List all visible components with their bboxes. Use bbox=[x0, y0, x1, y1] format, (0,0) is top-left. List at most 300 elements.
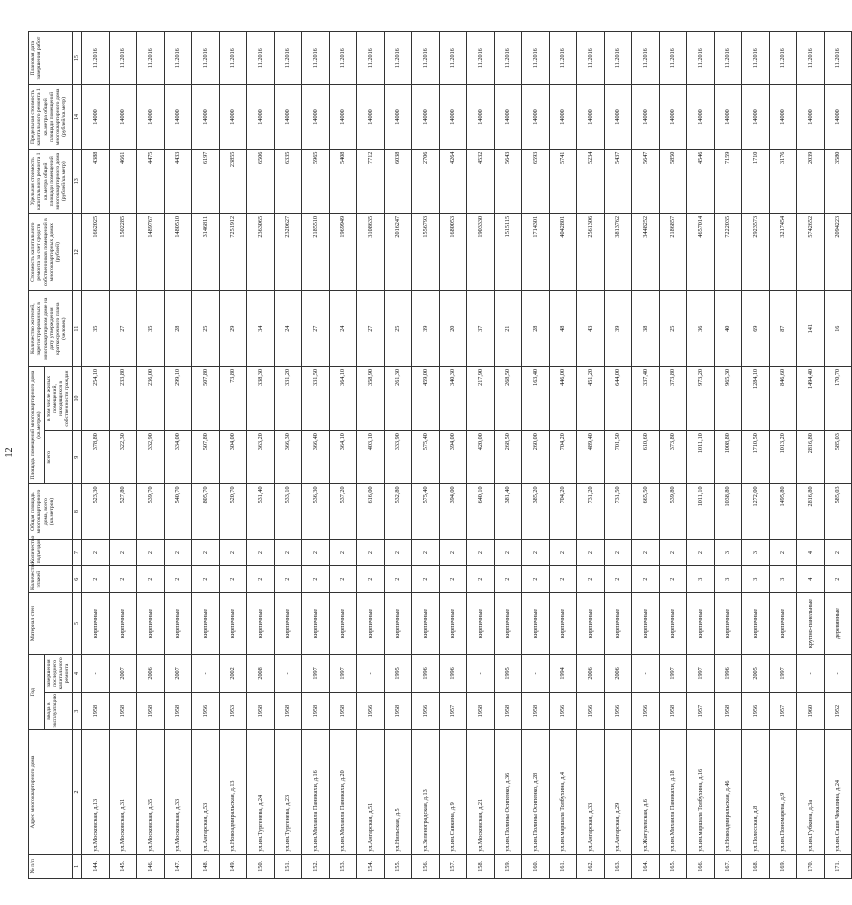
deadline-cell: 11.2016 bbox=[467, 32, 495, 85]
floors-cell: 3 bbox=[769, 566, 797, 593]
entrances-cell: 2 bbox=[274, 539, 302, 566]
header-premises-residential: в том числе жилых помещений, находящихся в собственности граждан bbox=[44, 366, 72, 430]
premises-area-cell: 373,80 bbox=[659, 431, 687, 484]
table-row bbox=[164, 32, 192, 879]
premises-area-cell: 260,00 bbox=[522, 431, 550, 484]
deadline-cell: 11.2016 bbox=[659, 32, 687, 85]
deadline-cell: 11.2016 bbox=[522, 32, 550, 85]
repair-cost-cell: 1903330 bbox=[467, 213, 495, 291]
repair-cost-cell: 1515115 bbox=[494, 213, 522, 291]
address-cell: ул.Московская, д.13 bbox=[82, 730, 110, 854]
repair-cost-cell: 4657014 bbox=[687, 213, 715, 291]
specific-cost-cell: 3580 bbox=[824, 149, 852, 213]
wall-material-cell: кирпичные bbox=[467, 593, 495, 655]
header-limit-cost: Предельная стоимость капитального ремонта 1 кв.метра общей площади помещений многоквартирного дома (рублей/кв.метр) bbox=[29, 85, 73, 149]
wall-material-cell: кирпичные bbox=[219, 593, 247, 655]
residential-area-cell: 338,30 bbox=[247, 366, 275, 430]
total-area-cell: 704,20 bbox=[549, 484, 577, 539]
floors-cell: 2 bbox=[357, 566, 385, 593]
entrances-cell: 2 bbox=[384, 539, 412, 566]
wall-material-cell: кирпичные bbox=[632, 593, 660, 655]
deadline-cell: 11.2016 bbox=[769, 32, 797, 85]
premises-area-cell: 366,40 bbox=[302, 431, 330, 484]
residents-cell: 24 bbox=[329, 291, 357, 366]
column-number: 1 bbox=[72, 854, 82, 878]
residents-cell: 36 bbox=[687, 291, 715, 366]
specific-cost-cell: 4264 bbox=[439, 149, 467, 213]
repair-cost-cell: 1489767 bbox=[137, 213, 165, 291]
repair-cost-cell: 2363065 bbox=[247, 213, 275, 291]
year-commission-cell: 1956 bbox=[577, 692, 605, 730]
year-commission-cell: 1956 bbox=[632, 692, 660, 730]
residential-area-cell: 451,20 bbox=[577, 366, 605, 430]
wall-material-cell: кирпичные bbox=[439, 593, 467, 655]
year-commission-cell: 1953 bbox=[219, 692, 247, 730]
wall-material-cell: кирпичные bbox=[412, 593, 440, 655]
specific-cost-cell: 6038 bbox=[384, 149, 412, 213]
floors-cell: 2 bbox=[274, 566, 302, 593]
premises-area-cell: 322,30 bbox=[109, 431, 137, 484]
address-cell: ул.Ангарская, д.33 bbox=[577, 730, 605, 854]
table-header bbox=[29, 32, 82, 879]
residents-cell: 48 bbox=[549, 291, 577, 366]
wall-material-cell: кирпичные bbox=[687, 593, 715, 655]
entrances-cell: 2 bbox=[247, 539, 275, 566]
residents-cell: 27 bbox=[109, 291, 137, 366]
wall-material-cell: кирпичные bbox=[247, 593, 275, 655]
limit-cost-cell: 14000 bbox=[219, 85, 247, 149]
residential-area-cell: 268,50 bbox=[494, 366, 522, 430]
year-repair-cell: - bbox=[82, 655, 110, 693]
premises-area-cell: 334,00 bbox=[164, 431, 192, 484]
repair-cost-cell: 1556793 bbox=[412, 213, 440, 291]
wall-material-cell: кирпичные bbox=[742, 593, 770, 655]
total-area-cell: 527,80 bbox=[109, 484, 137, 539]
floors-cell: 2 bbox=[137, 566, 165, 593]
address-cell: ул.им.Михаила Паникахи, д.16 bbox=[302, 730, 330, 854]
total-area-cell: 394,00 bbox=[439, 484, 467, 539]
address-cell: ул.им.Тургенева, д.23 bbox=[274, 730, 302, 854]
premises-area-cell: 585,03 bbox=[824, 431, 852, 484]
total-area-cell: 665,50 bbox=[632, 484, 660, 539]
row-number-cell: 152. bbox=[302, 854, 330, 878]
deadline-cell: 11.2016 bbox=[329, 32, 357, 85]
deadline-cell: 11.2016 bbox=[439, 32, 467, 85]
floors-cell: 2 bbox=[219, 566, 247, 593]
table-row bbox=[137, 32, 165, 879]
row-number-cell: 148. bbox=[192, 854, 220, 878]
address-cell: ул.Новоадмиральская, д.46 bbox=[714, 730, 742, 854]
year-repair-cell: 2006 bbox=[604, 655, 632, 693]
premises-area-cell: 575,40 bbox=[412, 431, 440, 484]
limit-cost-cell: 14000 bbox=[797, 85, 825, 149]
year-commission-cell: 1958 bbox=[659, 692, 687, 730]
entrances-cell: 2 bbox=[109, 539, 137, 566]
residents-cell: 27 bbox=[357, 291, 385, 366]
address-cell: ул.Полесская, д.8 bbox=[742, 730, 770, 854]
floors-cell: 3 bbox=[687, 566, 715, 593]
entrances-cell: 2 bbox=[219, 539, 247, 566]
total-area-cell: 381,40 bbox=[494, 484, 522, 539]
limit-cost-cell: 14000 bbox=[137, 85, 165, 149]
address-cell: ул.Нильская, д.5 bbox=[384, 730, 412, 854]
table-row bbox=[824, 32, 852, 879]
wall-material-cell: кирпичные bbox=[192, 593, 220, 655]
residents-cell: 29 bbox=[219, 291, 247, 366]
premises-area-cell: 378,80 bbox=[82, 431, 110, 484]
total-area-cell: 523,30 bbox=[82, 484, 110, 539]
premises-area-cell: 704,20 bbox=[549, 431, 577, 484]
entrances-cell: 2 bbox=[604, 539, 632, 566]
entrances-cell: 2 bbox=[687, 539, 715, 566]
specific-cost-cell: 5850 bbox=[659, 149, 687, 213]
year-commission-cell: 1958 bbox=[384, 692, 412, 730]
entrances-cell: 2 bbox=[769, 539, 797, 566]
premises-area-cell: 403,10 bbox=[357, 431, 385, 484]
wall-material-cell: кирпичные bbox=[164, 593, 192, 655]
specific-cost-cell: 4532 bbox=[467, 149, 495, 213]
floors-cell: 2 bbox=[824, 566, 852, 593]
address-cell: ул.им.маршала Толбухина, д.16 bbox=[687, 730, 715, 854]
column-number: 7 bbox=[72, 539, 82, 566]
column-number: 8 bbox=[72, 484, 82, 539]
premises-area-cell: 332,90 bbox=[137, 431, 165, 484]
table-row bbox=[549, 32, 577, 879]
entrances-cell: 2 bbox=[439, 539, 467, 566]
address-cell: ул.Московская, д.31 bbox=[109, 730, 137, 854]
table-row bbox=[109, 32, 137, 879]
address-cell: ул.им.маршала Толбухина, д.4 bbox=[549, 730, 577, 854]
wall-material-cell: кирпичные bbox=[549, 593, 577, 655]
table-row bbox=[467, 32, 495, 879]
row-number-cell: 162. bbox=[577, 854, 605, 878]
year-commission-cell: 1958 bbox=[137, 692, 165, 730]
wall-material-cell: кирпичные bbox=[769, 593, 797, 655]
residential-area-cell: 236,00 bbox=[137, 366, 165, 430]
year-commission-cell: 1960 bbox=[797, 692, 825, 730]
column-number: 11 bbox=[72, 291, 82, 366]
column-number: 5 bbox=[72, 593, 82, 655]
total-area-cell: 531,40 bbox=[247, 484, 275, 539]
repair-cost-cell: 1969949 bbox=[329, 213, 357, 291]
year-commission-cell: 1958 bbox=[164, 692, 192, 730]
specific-cost-cell: 5647 bbox=[632, 149, 660, 213]
year-repair-cell: 1995 bbox=[494, 655, 522, 693]
deadline-cell: 11.2016 bbox=[247, 32, 275, 85]
deadline-cell: 11.2016 bbox=[687, 32, 715, 85]
residential-area-cell: 331,50 bbox=[302, 366, 330, 430]
repair-cost-cell: 1714301 bbox=[522, 213, 550, 291]
specific-cost-cell: 4546 bbox=[687, 149, 715, 213]
entrances-cell: 3 bbox=[714, 539, 742, 566]
specific-cost-cell: 23855 bbox=[219, 149, 247, 213]
premises-area-cell: 489,40 bbox=[577, 431, 605, 484]
specific-cost-cell: 7712 bbox=[357, 149, 385, 213]
residents-cell: 35 bbox=[82, 291, 110, 366]
column-number: 2 bbox=[72, 730, 82, 854]
residential-area-cell: 254,10 bbox=[82, 366, 110, 430]
deadline-cell: 11.2016 bbox=[109, 32, 137, 85]
residents-cell: 40 bbox=[714, 291, 742, 366]
residents-cell: 38 bbox=[632, 291, 660, 366]
residents-cell: 87 bbox=[769, 291, 797, 366]
header-num: № п/п bbox=[29, 854, 73, 878]
repair-cost-cell: 2186857 bbox=[659, 213, 687, 291]
address-cell: ул.им.Пономарева, д.9 bbox=[769, 730, 797, 854]
repair-cost-cell: 1502285 bbox=[109, 213, 137, 291]
repair-cost-cell: 7251912 bbox=[219, 213, 247, 291]
table-row bbox=[329, 32, 357, 879]
residents-cell: 39 bbox=[412, 291, 440, 366]
row-number-cell: 163. bbox=[604, 854, 632, 878]
total-area-cell: 2816,80 bbox=[797, 484, 825, 539]
residential-area-cell: 1494,40 bbox=[797, 366, 825, 430]
address-cell: ул.им.Михаила Паникахи, д.20 bbox=[329, 730, 357, 854]
floors-cell: 2 bbox=[412, 566, 440, 593]
column-number: 13 bbox=[72, 149, 82, 213]
specific-cost-cell: 6335 bbox=[274, 149, 302, 213]
row-number-cell: 168. bbox=[742, 854, 770, 878]
residents-cell: 39 bbox=[604, 291, 632, 366]
year-commission-cell: 1958 bbox=[247, 692, 275, 730]
total-area-cell: 1038,80 bbox=[714, 484, 742, 539]
wall-material-cell: кирпичные bbox=[714, 593, 742, 655]
address-cell: ул.им.Тургенева, д.24 bbox=[247, 730, 275, 854]
specific-cost-cell: 2039 bbox=[797, 149, 825, 213]
premises-area-cell: 610,60 bbox=[632, 431, 660, 484]
wall-material-cell: кирпичные bbox=[109, 593, 137, 655]
residents-cell: 25 bbox=[659, 291, 687, 366]
year-repair-cell: 1996 bbox=[412, 655, 440, 693]
premises-area-cell: 1710,50 bbox=[742, 431, 770, 484]
year-commission-cell: 1958 bbox=[302, 692, 330, 730]
premises-area-cell: 507,80 bbox=[192, 431, 220, 484]
premises-area-cell: 394,00 bbox=[439, 431, 467, 484]
residential-area-cell: 73,80 bbox=[219, 366, 247, 430]
total-area-cell: 520,70 bbox=[219, 484, 247, 539]
limit-cost-cell: 14000 bbox=[247, 85, 275, 149]
total-area-cell: 539,80 bbox=[659, 484, 687, 539]
table-row bbox=[797, 32, 825, 879]
deadline-cell: 11.2016 bbox=[192, 32, 220, 85]
floors-cell: 2 bbox=[632, 566, 660, 593]
column-number: 9 bbox=[72, 431, 82, 484]
premises-area-cell: 420,00 bbox=[467, 431, 495, 484]
specific-cost-cell: 4475 bbox=[137, 149, 165, 213]
deadline-cell: 11.2016 bbox=[357, 32, 385, 85]
residential-area-cell: 364,10 bbox=[329, 366, 357, 430]
column-number: 6 bbox=[72, 566, 82, 593]
residential-area-cell: 373,80 bbox=[659, 366, 687, 430]
specific-cost-cell: 2706 bbox=[412, 149, 440, 213]
header-deadline: Плановая дата завершения работ bbox=[29, 32, 73, 85]
limit-cost-cell: 14000 bbox=[164, 85, 192, 149]
entrances-cell: 2 bbox=[824, 539, 852, 566]
header-residents: Количество жителей, зарегистрированных в многоквартирном доме на дату утверждения краткосрочного плана (человек) bbox=[29, 291, 73, 366]
entrances-cell: 2 bbox=[549, 539, 577, 566]
repair-cost-cell: 2561306 bbox=[577, 213, 605, 291]
floors-cell: 2 bbox=[384, 566, 412, 593]
total-area-cell: 1011,10 bbox=[687, 484, 715, 539]
deadline-cell: 11.2016 bbox=[824, 32, 852, 85]
wall-material-cell: кирпичные bbox=[82, 593, 110, 655]
residential-area-cell: 973,20 bbox=[687, 366, 715, 430]
repair-cost-cell: 2923573 bbox=[742, 213, 770, 291]
entrances-cell: 2 bbox=[329, 539, 357, 566]
year-commission-cell: 1956 bbox=[604, 692, 632, 730]
table-row bbox=[632, 32, 660, 879]
specific-cost-cell: 4433 bbox=[164, 149, 192, 213]
deadline-cell: 11.2016 bbox=[384, 32, 412, 85]
wall-material-cell: кирпичные bbox=[357, 593, 385, 655]
row-number-cell: 146. bbox=[137, 854, 165, 878]
year-repair-cell: 2005 bbox=[742, 655, 770, 693]
wall-material-cell: кирпичные bbox=[384, 593, 412, 655]
floors-cell: 2 bbox=[659, 566, 687, 593]
year-repair-cell: - bbox=[357, 655, 385, 693]
residential-area-cell: 261,30 bbox=[384, 366, 412, 430]
address-cell: ул.Ангарская, д.53 bbox=[192, 730, 220, 854]
wall-material-cell: кирпичные bbox=[604, 593, 632, 655]
deadline-cell: 11.2016 bbox=[742, 32, 770, 85]
table-row bbox=[247, 32, 275, 879]
header-premises-area: Площадь помещений многоквартирного дома (кв.метров) bbox=[29, 366, 45, 484]
premises-area-cell: 1008,80 bbox=[714, 431, 742, 484]
entrances-cell: 2 bbox=[577, 539, 605, 566]
column-number: 15 bbox=[72, 32, 82, 85]
entrances-cell: 2 bbox=[467, 539, 495, 566]
entrances-cell: 2 bbox=[659, 539, 687, 566]
floors-cell: 2 bbox=[494, 566, 522, 593]
row-number-cell: 171. bbox=[824, 854, 852, 878]
limit-cost-cell: 14000 bbox=[522, 85, 550, 149]
year-repair-cell: 2006 bbox=[137, 655, 165, 693]
address-cell: ул.Жигулевская, д.6 bbox=[632, 730, 660, 854]
limit-cost-cell: 14000 bbox=[302, 85, 330, 149]
row-number-cell: 167. bbox=[714, 854, 742, 878]
specific-cost-cell: 3176 bbox=[769, 149, 797, 213]
table-row bbox=[687, 32, 715, 879]
repair-cost-cell: 3146811 bbox=[192, 213, 220, 291]
repair-plan-table bbox=[28, 31, 852, 879]
wall-material-cell: кирпичные bbox=[522, 593, 550, 655]
entrances-cell: 3 bbox=[742, 539, 770, 566]
floors-cell: 2 bbox=[467, 566, 495, 593]
residential-area-cell: 507,80 bbox=[192, 366, 220, 430]
table-row bbox=[82, 32, 110, 879]
year-repair-cell: 1994 bbox=[549, 655, 577, 693]
year-repair-cell: - bbox=[632, 655, 660, 693]
total-area-cell: 533,10 bbox=[274, 484, 302, 539]
row-number-cell: 144. bbox=[82, 854, 110, 878]
floors-cell: 2 bbox=[329, 566, 357, 593]
header-address: Адрес многоквартирного дома bbox=[29, 730, 73, 854]
deadline-cell: 11.2016 bbox=[274, 32, 302, 85]
address-cell: ул.им.Полины Осипенко, д.28 bbox=[522, 730, 550, 854]
table-row bbox=[769, 32, 797, 879]
residents-cell: 28 bbox=[522, 291, 550, 366]
year-repair-cell: 2008 bbox=[247, 655, 275, 693]
year-commission-cell: 1958 bbox=[494, 692, 522, 730]
entrances-cell: 2 bbox=[192, 539, 220, 566]
row-number-cell: 150. bbox=[247, 854, 275, 878]
header-total-area: Общая площадь многоквартирного дома, всего (кв.метров) bbox=[29, 484, 73, 539]
deadline-cell: 11.2016 bbox=[549, 32, 577, 85]
header-floors: Количество этажей bbox=[29, 566, 73, 593]
year-commission-cell: 1956 bbox=[412, 692, 440, 730]
address-cell: ул.им.Савкина, д.9 bbox=[439, 730, 467, 854]
residents-cell: 34 bbox=[247, 291, 275, 366]
address-cell: ул.Московская, д.21 bbox=[467, 730, 495, 854]
entrances-cell: 2 bbox=[164, 539, 192, 566]
header-year: Год bbox=[29, 655, 45, 730]
limit-cost-cell: 14000 bbox=[192, 85, 220, 149]
residents-cell: 24 bbox=[274, 291, 302, 366]
table-row bbox=[522, 32, 550, 879]
floors-cell: 2 bbox=[439, 566, 467, 593]
year-commission-cell: 1958 bbox=[714, 692, 742, 730]
residents-cell: 69 bbox=[742, 291, 770, 366]
year-commission-cell: 1958 bbox=[274, 692, 302, 730]
row-number-cell: 149. bbox=[219, 854, 247, 878]
repair-cost-cell: 3813762 bbox=[604, 213, 632, 291]
deadline-cell: 11.2016 bbox=[219, 32, 247, 85]
wall-material-cell: кирпичные bbox=[659, 593, 687, 655]
year-commission-cell: 1957 bbox=[439, 692, 467, 730]
premises-area-cell: 268,50 bbox=[494, 431, 522, 484]
premises-area-cell: 364,10 bbox=[329, 431, 357, 484]
specific-cost-cell: 6506 bbox=[247, 149, 275, 213]
year-commission-cell: 1957 bbox=[769, 692, 797, 730]
column-number-row bbox=[72, 32, 82, 879]
residential-area-cell: 358,90 bbox=[357, 366, 385, 430]
total-area-cell: 575,40 bbox=[412, 484, 440, 539]
year-repair-cell: - bbox=[467, 655, 495, 693]
residential-area-cell: 299,10 bbox=[164, 366, 192, 430]
total-area-cell: 385,20 bbox=[522, 484, 550, 539]
total-area-cell: 731,20 bbox=[577, 484, 605, 539]
residential-area-cell: 217,90 bbox=[467, 366, 495, 430]
address-cell: ул.Ангарская, д.51 bbox=[357, 730, 385, 854]
specific-cost-cell: 6593 bbox=[522, 149, 550, 213]
year-repair-cell: 1996 bbox=[439, 655, 467, 693]
residential-area-cell: 233,80 bbox=[109, 366, 137, 430]
floors-cell: 2 bbox=[604, 566, 632, 593]
limit-cost-cell: 14000 bbox=[714, 85, 742, 149]
wall-material-cell: кирпичные bbox=[274, 593, 302, 655]
floors-cell: 2 bbox=[522, 566, 550, 593]
header-premises-total: всего bbox=[44, 431, 72, 484]
premises-area-cell: 363,20 bbox=[247, 431, 275, 484]
table-row bbox=[274, 32, 302, 879]
limit-cost-cell: 14000 bbox=[439, 85, 467, 149]
residential-area-cell: 163,40 bbox=[522, 366, 550, 430]
specific-cost-cell: 5965 bbox=[302, 149, 330, 213]
deadline-cell: 11.2016 bbox=[494, 32, 522, 85]
limit-cost-cell: 14000 bbox=[742, 85, 770, 149]
floors-cell: 2 bbox=[82, 566, 110, 593]
total-area-cell: 1272,00 bbox=[742, 484, 770, 539]
year-repair-cell: - bbox=[824, 655, 852, 693]
premises-area-cell: 1011,10 bbox=[687, 431, 715, 484]
row-number-cell: 160. bbox=[522, 854, 550, 878]
total-area-cell: 616,00 bbox=[357, 484, 385, 539]
column-number: 4 bbox=[72, 655, 82, 693]
limit-cost-cell: 14000 bbox=[274, 85, 302, 149]
table-row bbox=[659, 32, 687, 879]
wall-material-cell: кирпичные bbox=[302, 593, 330, 655]
year-repair-cell: 1997 bbox=[769, 655, 797, 693]
